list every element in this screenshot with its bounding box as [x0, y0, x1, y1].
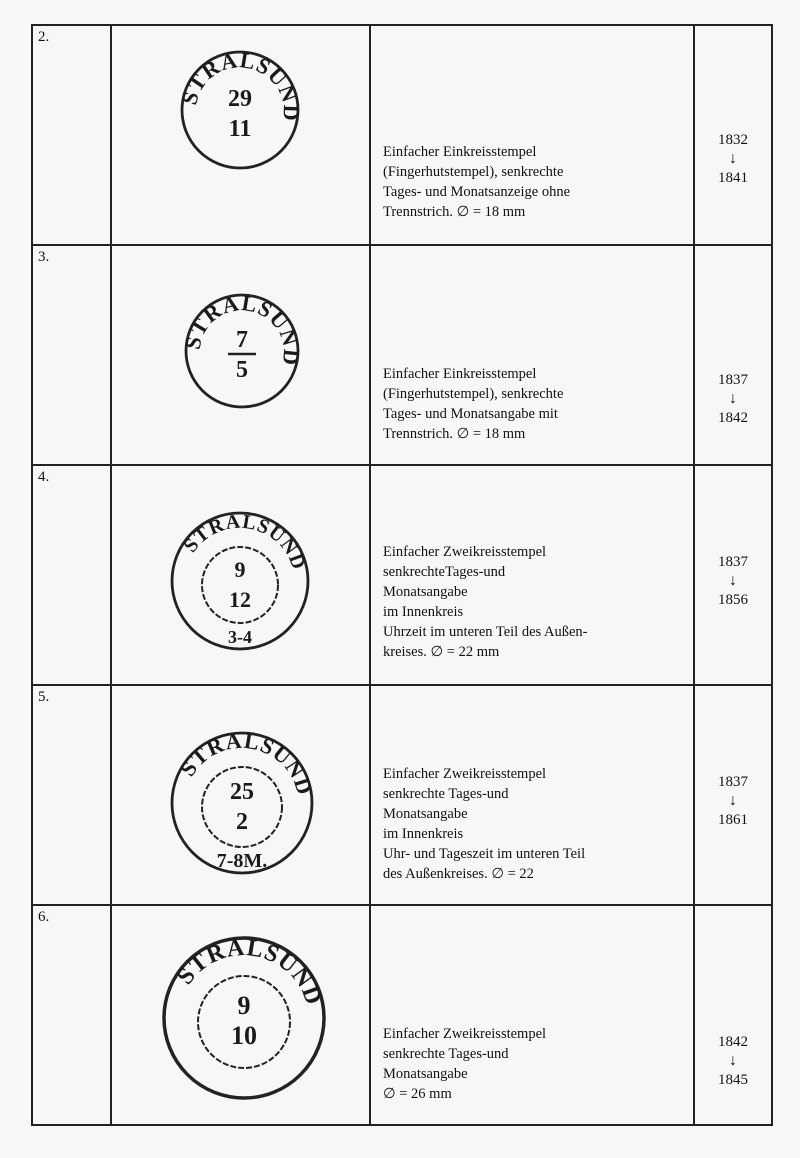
usage-period-cell [694, 245, 772, 465]
year-from: 1842 [718, 1034, 748, 1050]
description-line: Einfacher Zweikreisstempel [383, 766, 547, 782]
usage-period [695, 772, 771, 830]
postmark-month: 10 [231, 1021, 257, 1050]
row-number-cell [32, 905, 111, 1125]
description-line: des Außenkreises. ∅ = 22 [383, 866, 534, 882]
year-to: 1842 [718, 410, 748, 426]
postmark-day: 25 [230, 779, 254, 805]
description-line: senkrechte Tages-und [383, 1046, 509, 1062]
arrow-down-icon: ↓ [729, 792, 737, 809]
postmark-time: 7-8M. [216, 850, 268, 872]
description-line: Monatsangabe [383, 806, 468, 822]
postmark-cell [111, 905, 370, 1125]
arrow-down-icon: ↓ [729, 390, 737, 407]
description-line: im Innenkreis [383, 604, 464, 620]
row-number-cell [32, 25, 111, 245]
arrow-down-icon: ↓ [729, 1052, 737, 1069]
postmark-day: 9 [234, 557, 246, 582]
year-to: 1861 [718, 812, 748, 828]
postmark-cell [111, 465, 370, 685]
description-text [383, 142, 687, 222]
description-line: Tages- und Monatsangabe mit [383, 406, 558, 422]
description-text [383, 1024, 687, 1104]
postmark-day: 29 [228, 86, 252, 112]
year-from: 1837 [718, 554, 748, 570]
description-line: Trennstrich. ∅ = 18 mm [383, 426, 526, 442]
postmark-town: STRALSUND [179, 290, 305, 368]
usage-period-cell [694, 465, 772, 685]
catalog-row [32, 25, 772, 245]
postmark-cell [111, 25, 370, 245]
description-cell [370, 245, 694, 465]
row-number: 3. [38, 249, 50, 265]
usage-period [695, 130, 771, 188]
postmark-town: STRALSUND [174, 727, 318, 799]
postmark-town: STRALSUND [172, 934, 327, 1009]
postmark-month: 2 [236, 809, 248, 835]
description-line: Tages- und Monatsanzeige ohne [383, 184, 571, 200]
postmark-town: STRALSUND [179, 510, 310, 574]
description-line: Einfacher Zweikreisstempel [383, 544, 547, 560]
row-number-cell [32, 685, 111, 905]
catalog-row [32, 905, 772, 1125]
row-number: 5. [38, 689, 50, 705]
description-line: im Innenkreis [383, 826, 464, 842]
postmark-cell [111, 245, 370, 465]
postmark-image [112, 906, 369, 1124]
postmark-day: 7 [236, 327, 248, 353]
description-line: Uhr- und Tageszeit im unteren Teil [383, 846, 586, 862]
description-line: kreises. ∅ = 22 mm [383, 644, 500, 660]
usage-period [695, 1032, 771, 1090]
catalog-row [32, 465, 772, 685]
postmark-day: 9 [237, 991, 251, 1020]
usage-period [695, 552, 771, 610]
arrow-down-icon: ↓ [729, 150, 737, 167]
catalog-row [32, 685, 772, 905]
description-cell [370, 685, 694, 905]
postmark-catalog-table [31, 24, 773, 1126]
postmark-image [112, 246, 369, 464]
row-number: 6. [38, 909, 50, 925]
description-line: ∅ = 26 mm [383, 1086, 452, 1102]
description-line: Monatsangabe [383, 584, 468, 600]
postmark-town: STRALSUND [176, 47, 304, 123]
description-text [383, 364, 687, 444]
year-to: 1841 [718, 170, 748, 186]
usage-period [695, 370, 771, 428]
year-from: 1837 [718, 774, 748, 790]
postmark-image [112, 26, 369, 244]
usage-period-cell [694, 25, 772, 245]
usage-period-cell [694, 685, 772, 905]
description-cell [370, 465, 694, 685]
year-to: 1856 [718, 592, 748, 608]
arrow-down-icon: ↓ [729, 572, 737, 589]
row-number: 2. [38, 29, 50, 45]
description-text [383, 764, 687, 884]
year-from: 1832 [718, 132, 748, 148]
postmark-image [112, 466, 369, 684]
catalog-row [32, 245, 772, 465]
postmark-month: 11 [228, 116, 252, 142]
description-line: Monatsangabe [383, 1066, 468, 1082]
postmark-cell [111, 685, 370, 905]
description-line: (Fingerhutstempel), senkrechte [383, 386, 564, 402]
postmark-month: 5 [236, 357, 248, 383]
description-line: (Fingerhutstempel), senkrechte [383, 164, 564, 180]
description-line: Uhrzeit im unteren Teil des Außen- [383, 624, 588, 640]
postmark-time: 3-4 [228, 627, 252, 647]
row-number-cell [32, 245, 111, 465]
year-from: 1837 [718, 372, 748, 388]
postmark-image [112, 686, 369, 904]
description-cell [370, 25, 694, 245]
description-cell [370, 905, 694, 1125]
description-text [383, 542, 687, 662]
postmark-month: 12 [229, 587, 251, 612]
row-number: 4. [38, 469, 50, 485]
description-line: senkrechteTages-und [383, 564, 506, 580]
year-to: 1845 [718, 1072, 748, 1088]
description-line: senkrechte Tages-und [383, 786, 509, 802]
description-line: Einfacher Einkreisstempel [383, 144, 537, 160]
description-line: Einfacher Einkreisstempel [383, 366, 537, 382]
row-number-cell [32, 465, 111, 685]
description-line: Trennstrich. ∅ = 18 mm [383, 204, 526, 220]
description-line: Einfacher Zweikreisstempel [383, 1026, 547, 1042]
usage-period-cell [694, 905, 772, 1125]
